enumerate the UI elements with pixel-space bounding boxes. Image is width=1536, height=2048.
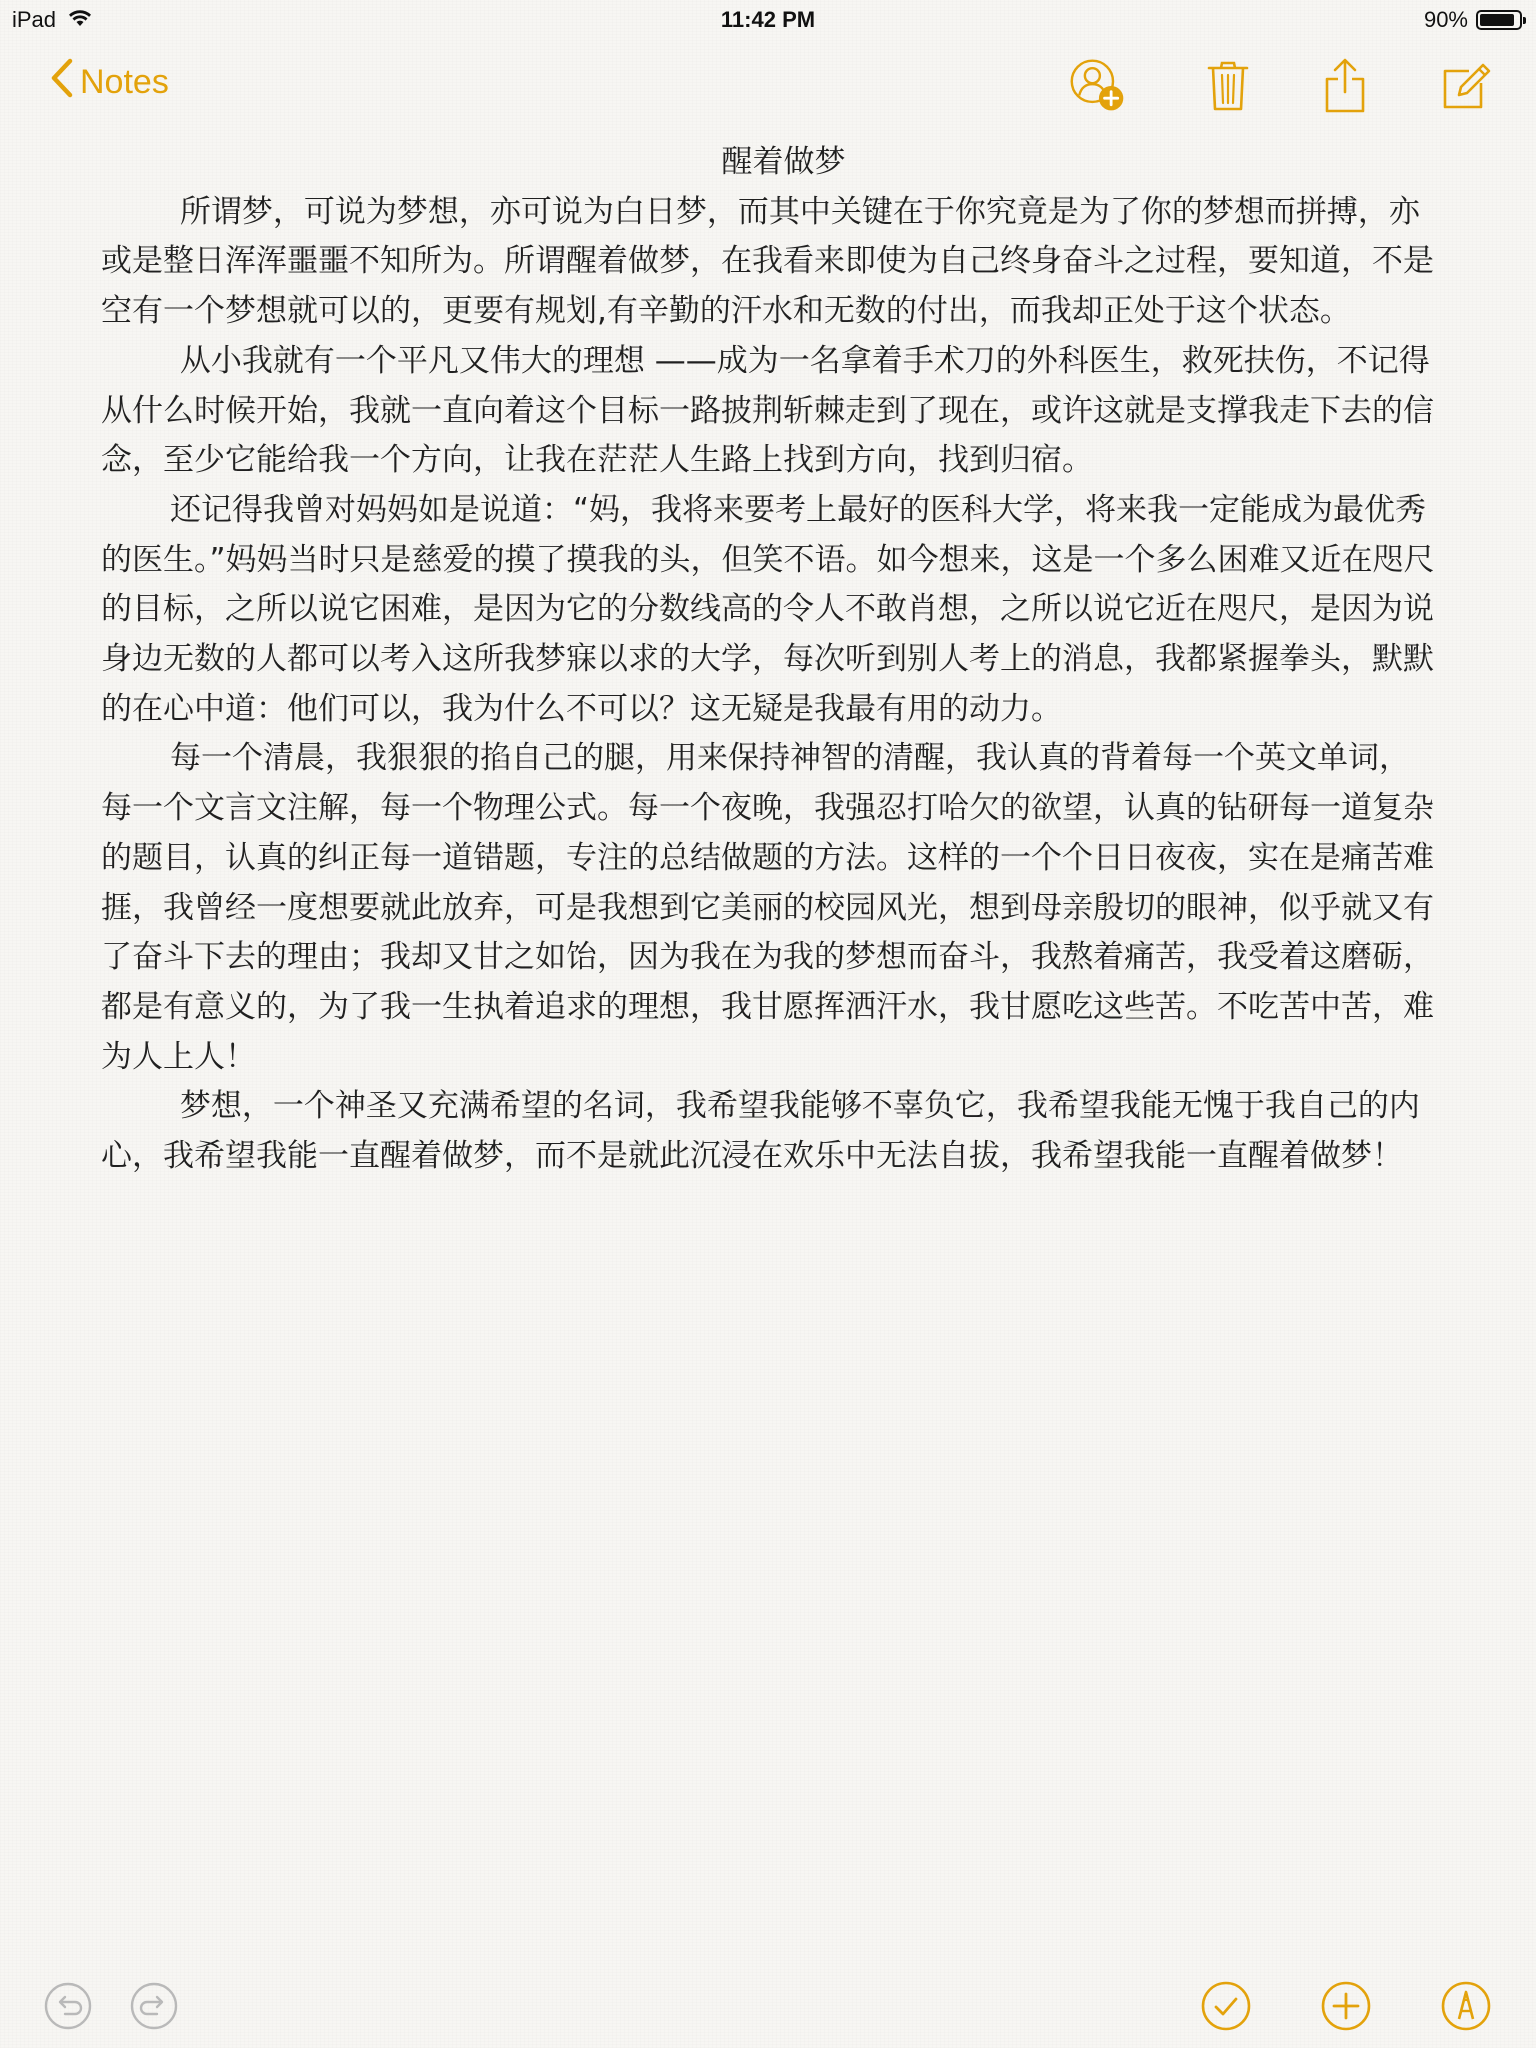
battery-icon: [1476, 10, 1522, 30]
back-to-notes-button[interactable]: [50, 58, 169, 107]
battery-percent: 90%: [1423, 7, 1468, 32]
note-paragraph: 所谓梦，可说为梦想，亦可说为白日梦，而其中关键在于你究竟是为了你的梦想而拼搏，亦或是整日浑浑噩噩不知所为。所谓醒着做梦，在我看来即使为自己终身奋斗之过程，要知道，不是空有一个梦想就可以的，更要有规划,有辛勤的汗水和无数的付出，而我却正处于这个状态。: [101, 193, 1434, 330]
note-toolbar: [0, 50, 1536, 130]
note-paragraph: 还记得我曾对妈妈如是说道：“妈，我将来要考上最好的医科大学，将来我一定能成为最优秀的医生。”妈妈当时只是慈爱的摸了摸我的头，但笑不语。如今想来，这是一个多么困难又近在咫尺的目标，之所以说它困难，是因为它的分数线高的令人不敢肖想，之所以说它近在咫尺，是因为说身边无数的人都可以考入这所我梦寐以求的大学，每次听到别人考上的消息，我都紧握拳头，默默的在心中道：他们可以，我为什么不可以？这无疑是我最有用的动力。: [101, 491, 1435, 727]
status-right: [1424, 7, 1522, 33]
note-paragraph: 梦想，一个神圣又充满希望的名词，我希望我能够不辜负它，我希望我能无愧于我自己的内心，我希望我能一直醒着做梦，而不是就此沉浸在欢乐中无法自拔，我希望我能一直醒着做梦！: [101, 1088, 1420, 1175]
add-person-icon[interactable]: [1068, 56, 1128, 116]
undo-icon[interactable]: [40, 1978, 96, 2034]
battery-nub: [1523, 17, 1526, 24]
note-paragraph: 每一个清晨，我狠狠的掐自己的腿，用来保持神智的清醒，我认真的背着每一个英文单词，每一个文言文注解，每一个物理公式。每一个夜晚，我强忍打哈欠的欲望，认真的钻研每一道复杂的题目，认真的纠正每一道错题，专注的总结做题的方法。这样的一个个日日夜夜，实在是痛苦难捱，我曾经一度想要就此放弃，可是我想到它美丽的校园风光，想到母亲殷切的眼神，似乎就又有了奋斗下去的理由；我却又甘之如饴，因为我在为我的梦想而奋斗，我熬着痛苦，我受着这磨砺，都是有意义的，为了我一生执着追求的理想，我甘愿挥洒汗水，我甘愿吃这些苦。不吃苦中苦，难为人上人！: [101, 740, 1434, 1075]
redo-icon[interactable]: [126, 1978, 182, 2034]
bottom-toolbar: [0, 1958, 1536, 2048]
back-label: Notes: [80, 63, 169, 101]
chevron-left-icon: [50, 58, 74, 107]
markup-icon[interactable]: [1438, 1978, 1494, 2034]
note-body[interactable]: [101, 138, 1436, 1182]
add-icon[interactable]: [1318, 1978, 1374, 2034]
note-title: 醒着做梦: [721, 144, 846, 180]
status-time: 11:42 PM: [720, 7, 816, 32]
battery-fill: [1480, 14, 1514, 26]
status-bar: [0, 0, 1536, 40]
share-icon[interactable]: [1315, 56, 1375, 116]
trash-icon[interactable]: [1198, 56, 1258, 116]
compose-icon[interactable]: [1436, 56, 1496, 116]
device-name: iPad: [12, 7, 57, 32]
note-paragraph: 从小我就有一个平凡又伟大的理想 ——成为一名拿着手术刀的外科医生，救死扶伤，不记得从什么时候开始，我就一直向着这个目标一路披荆斩棘走到了现在，或许这就是支撑我走下去的信念，至少它能给我一个方向，让我在茫茫人生路上找到方向，找到归宿。: [101, 342, 1434, 479]
checklist-icon[interactable]: [1198, 1978, 1254, 2034]
